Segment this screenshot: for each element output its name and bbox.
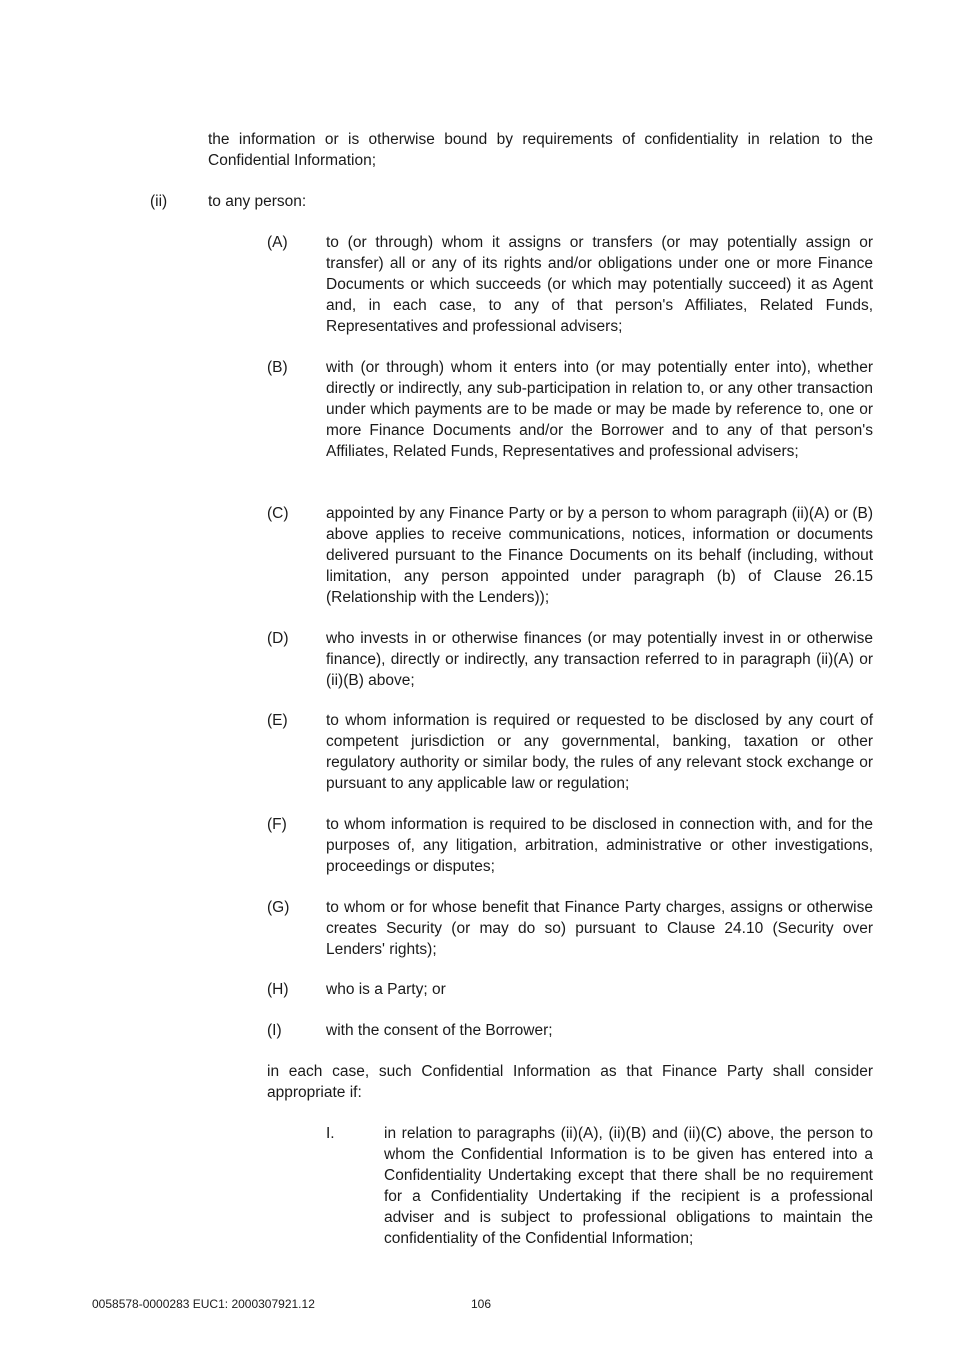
sub-item-label: (H) (267, 981, 289, 998)
sub-item-label: (D) (267, 630, 289, 647)
sub-item-text: to (or through) whom it assigns or transfers (or may potentially assign or transfer) all or any of its rights and/or obligations under one or more Finance Documents or which succeeds (or which may potentially succeed) it as Agent and, in each case, to any of that person's Affiliates, Related Funds, Representatives and professional advisers; (326, 234, 873, 335)
sub-item-label: (E) (267, 712, 288, 729)
in-each-case-paragraph: in each case, such Confidential Information as that Finance Party shall consider appropriate if: (267, 1063, 873, 1101)
sub-item-label: (C) (267, 505, 289, 522)
sub-item-text: who is a Party; or (326, 981, 446, 998)
sub-item-label: (F) (267, 816, 287, 833)
footer-doc-reference: 0058578-0000283 EUC1: 2000307921.12 (92, 1297, 315, 1311)
footer-page-number: 106 (471, 1297, 492, 1311)
condition-item-label: I. (326, 1125, 335, 1142)
sub-item-text: appointed by any Finance Party or by a person to whom paragraph (ii)(A) or (B) above applies to receive communications, notices, information or documents delivered pursuant to the Finance Documents on its behalf (including, without limitation, any person appointed under paragraph (b) of Clause 26.15 (Relationship with the Lenders)); (326, 505, 873, 606)
item-ii-text: to any person: (208, 193, 307, 210)
condition-item-text: in relation to paragraphs (ii)(A), (ii)(B) and (ii)(C) above, the person to whom the Confidential Information is to be given has entered into a Confidentiality Undertaking except that there shall be no requirement for a Confidentiality Undertaking if the recipient is a professional adviser and is subject to professional obligations to maintain the confidentiality of the Confidential Information; (384, 1125, 873, 1247)
sub-item-text: with the consent of the Borrower; (326, 1022, 553, 1039)
sub-item-text: to whom information is required to be disclosed in connection with, and for the purposes of, any litigation, arbitration, administrative or other investigations, proceedings or disputes; (326, 816, 873, 875)
sub-item-label: (I) (267, 1022, 282, 1039)
sub-item-text: with (or through) whom it enters into (or may potentially enter into), whether directly or indirectly, any sub-participation in relation to, or any other transaction under which payments are to be made or may be made by reference to, one or more Finance Documents and/or the Borrower and to any of that person's Affiliates, Related Funds, Representatives and professional advisers; (326, 359, 873, 460)
sub-item-label: (A) (267, 234, 288, 251)
sub-item-text: who invests in or otherwise finances (or may potentially invest in or otherwise finance), directly or indirectly, any transaction referred to in paragraph (ii)(A) or (ii)(B) above; (326, 630, 873, 689)
sub-item-text: to whom or for whose benefit that Finance Party charges, assigns or otherwise creates Security (or may do so) pursuant to Clause 24.10 (Security over Lenders' rights); (326, 899, 873, 958)
sub-item-label: (G) (267, 899, 290, 916)
sub-item-text: to whom information is required or requested to be disclosed by any court of competent jurisdiction or any governmental, banking, taxation or other regulatory authority or similar body, the rules of any relevant stock exchange or pursuant to any applicable law or regulation; (326, 712, 873, 792)
sub-item-label: (B) (267, 359, 288, 376)
item-ii-label: (ii) (150, 193, 168, 210)
continuation-paragraph: the information or is otherwise bound by requirements of confidentiality in relation to the Confidential Information; (208, 131, 873, 169)
